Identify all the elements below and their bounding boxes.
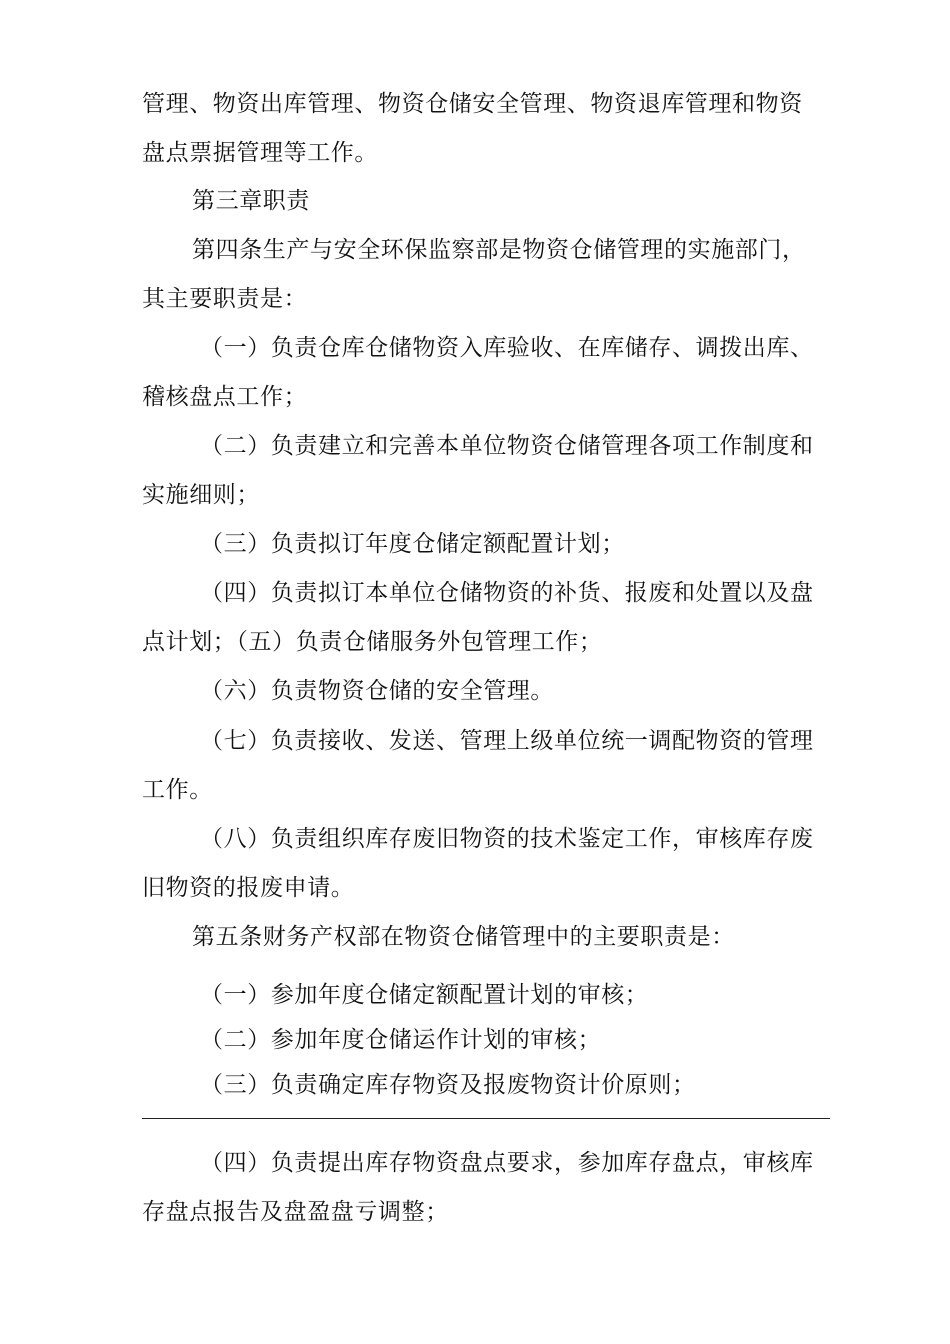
list-item-line: （二）负责建立和完善本单位物资仓储管理各项工作制度和 — [200, 433, 814, 459]
list-item-line: （三）负责确定库存物资及报废物资计价原则； — [200, 1072, 696, 1098]
list-item-line: （三）负责拟订年度仓储定额配置计划； — [200, 531, 625, 557]
list-item-line: （四）负责提出库存物资盘点要求，参加库存盘点，审核库 — [200, 1150, 814, 1176]
list-item-line: （七）负责接收、发送、管理上级单位统一调配物资的管理 — [200, 728, 814, 754]
page-break-rule — [142, 1118, 830, 1119]
list-item-line: （四）负责拟订本单位仓储物资的补货、报废和处置以及盘 — [200, 580, 814, 606]
text-line: 工作。 — [142, 777, 213, 803]
list-item-line: （八）负责组织库存废旧物资的技术鉴定工作，审核库存废 — [200, 826, 814, 852]
text-line: 盘点票据管理等工作。 — [142, 140, 378, 166]
text-line: 点计划；（五）负责仓储服务外包管理工作； — [142, 629, 603, 655]
article-line: 第五条财务产权部在物资仓储管理中的主要职责是： — [192, 924, 735, 950]
text-line: 存盘点报告及盘盈盘亏调整； — [142, 1199, 449, 1225]
text-line: 旧物资的报废申请。 — [142, 875, 355, 901]
text-line: 实施细则； — [142, 482, 260, 508]
list-item-line: （一）参加年度仓储定额配置计划的审核； — [200, 982, 649, 1008]
list-item-line: （一）负责仓库仓储物资入库验收、在库储存、调拨出库、 — [200, 335, 814, 361]
list-item-line: （六）负责物资仓储的安全管理。 — [200, 678, 554, 704]
article-line: 第四条生产与安全环保监察部是物资仓储管理的实施部门， — [192, 237, 806, 263]
text-line: 管理、物资出库管理、物资仓储安全管理、物资退库管理和物资 — [142, 91, 803, 117]
list-item-line: （二）参加年度仓储运作计划的审核； — [200, 1027, 602, 1053]
text-line: 稽核盘点工作； — [142, 384, 308, 410]
text-line: 其主要职责是： — [142, 286, 308, 312]
chapter-heading: 第三章职责 — [192, 188, 310, 214]
